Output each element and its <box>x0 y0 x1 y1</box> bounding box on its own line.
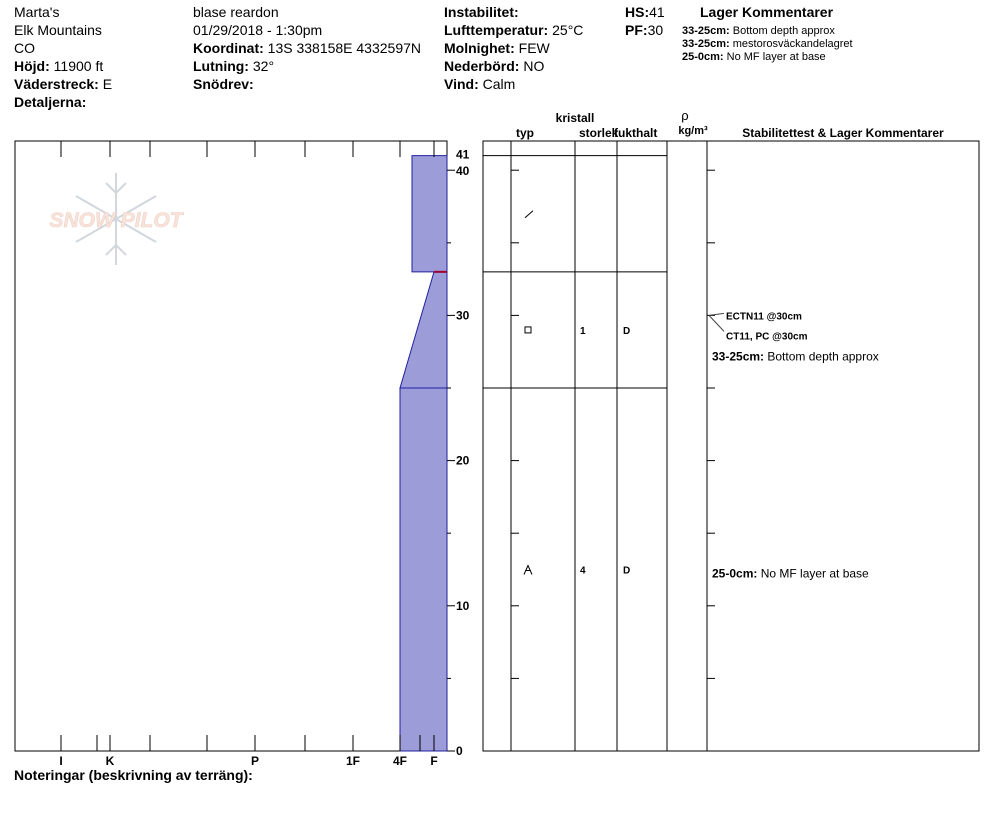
airtemp-label: Lufttemperatur: <box>444 22 549 38</box>
depth-tick-label: 0 <box>456 744 463 758</box>
pf-value: 30 <box>647 22 664 38</box>
pf-label: PF: <box>625 22 648 38</box>
watermark-text: SNOW PILOT <box>49 209 183 232</box>
instability-label: Instabilitet: <box>444 4 519 20</box>
column-header-size: storlek <box>579 126 619 140</box>
slope-label: Lutning: <box>193 58 249 74</box>
layer-comment-text: No MF layer at base <box>757 566 869 581</box>
hardness-layer <box>412 156 447 272</box>
layer-table-frame <box>483 141 979 751</box>
mountain-range: Elk Mountains <box>14 22 102 38</box>
column-header-type: typ <box>516 126 534 140</box>
layer-comment-range: 25-0cm: <box>712 566 758 581</box>
column-header-density-symbol: ρ <box>681 108 689 123</box>
observer-name: blase reardon <box>193 4 279 20</box>
drift-label: Snödrev: <box>193 76 254 92</box>
stability-test: CT11, PC @30cm <box>726 331 808 343</box>
layer-comment-text: Bottom depth approx <box>764 349 879 364</box>
layer-comment-text: No MF layer at base <box>726 51 826 63</box>
notes-label: Noteringar (beskrivning av terräng): <box>14 767 253 783</box>
grain-type-decomposing-icon <box>525 211 533 218</box>
aspect-label: Väderstreck: <box>14 76 99 92</box>
test-pointer <box>709 313 724 315</box>
airtemp-value: 25°C <box>552 22 584 38</box>
hardness-tick-label: K <box>105 754 115 768</box>
layer-values <box>524 211 630 577</box>
column-header-stability: Stabilitettest & Lager Kommentarer <box>742 126 944 140</box>
depth-tick-label: 40 <box>456 164 470 179</box>
stability-tests <box>709 311 879 580</box>
hardness-tick-label: P <box>250 754 260 768</box>
depth-tick-label: 10 <box>456 598 470 613</box>
moisture: D <box>623 565 631 577</box>
layer-comment-text: Bottom depth approx <box>732 25 835 37</box>
wind-value: Calm <box>482 76 516 92</box>
hardness-tick-label: I <box>59 754 63 768</box>
hardness-plot-frame <box>15 141 447 751</box>
aspect-value: E <box>102 76 113 92</box>
depth-tick-label: 30 <box>456 308 470 323</box>
hardness-tick-label: 1F <box>345 754 361 768</box>
wind-label: Vind: <box>444 76 479 92</box>
coordinate-value: 13S 338158E 4332597N <box>267 40 422 56</box>
hardness-tick-label: 4F <box>392 754 408 768</box>
crystal-size: 1 <box>580 325 586 337</box>
precip-label: Nederbörd: <box>444 58 520 74</box>
slope-value: 32° <box>252 58 275 74</box>
column-header-density-unit: kg/m³ <box>678 125 708 137</box>
elevation-label: Höjd: <box>14 58 50 74</box>
top-tick-marks <box>61 141 434 157</box>
cloud-value: FEW <box>518 40 550 56</box>
layer-comment-range: 33-25cm: <box>682 25 730 37</box>
hardness-profile <box>400 156 447 751</box>
layer-comment-range: 33-25cm: <box>712 349 765 364</box>
column-header-moisture: fukthalt <box>614 126 658 140</box>
stability-test: ECTN11 @30cm <box>726 311 802 323</box>
elevation-value: 11900 ft <box>53 58 104 74</box>
grain-type-faceted-icon <box>525 327 531 333</box>
precip-value: NO <box>523 58 545 74</box>
hardness-tick-label: F <box>430 754 438 768</box>
column-header-crystal: kristall <box>555 111 595 125</box>
test-pointer <box>709 315 724 331</box>
layer-comment <box>712 349 879 363</box>
depth-tick-label: 20 <box>456 453 470 468</box>
hardness-layer <box>400 388 447 751</box>
hs-label: HS: <box>625 4 650 20</box>
site-name: Marta's <box>14 4 60 20</box>
snowpilot-logo <box>50 173 185 265</box>
cloud-label: Molnighet: <box>444 40 515 56</box>
layer-comment-range: 25-0cm: <box>682 51 724 63</box>
layer-table <box>483 141 979 751</box>
details-label: Detaljerna: <box>14 94 87 110</box>
hs-value: 41 <box>649 4 665 20</box>
crystal-size: 4 <box>580 565 586 577</box>
layer-comment-range: 33-25cm: <box>682 38 730 50</box>
depth-tick-label: 41 <box>456 147 470 162</box>
coordinate-label: Koordinat: <box>193 40 264 56</box>
moisture: D <box>623 325 631 337</box>
state: CO <box>14 40 35 56</box>
hardness-layer <box>400 272 447 388</box>
layer-comments-title: Lager Kommentarer <box>700 4 834 20</box>
layer-comment-text: mestorosväckandelagret <box>732 38 853 50</box>
depth-axis <box>447 148 470 758</box>
observation-datetime: 01/29/2018 - 1:30pm <box>193 22 323 38</box>
layer-comment <box>712 567 869 581</box>
density-ticks <box>511 170 715 751</box>
